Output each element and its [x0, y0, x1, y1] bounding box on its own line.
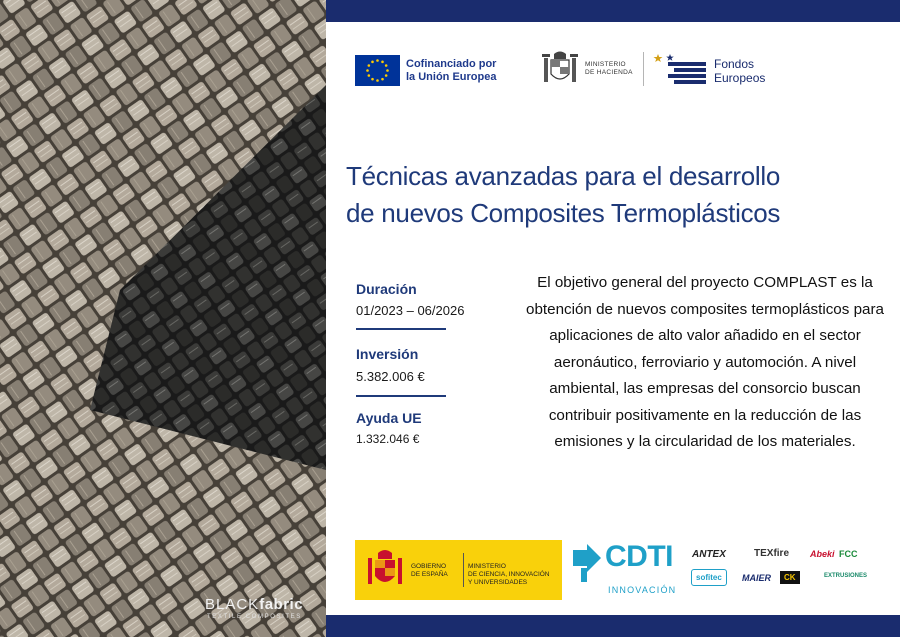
partner-logo-fcc: FCC: [839, 549, 858, 559]
blackfabric-logo: BLACKfabric: [205, 596, 304, 613]
fact-label-ayuda-ue: Ayuda UE: [356, 410, 422, 426]
fact-value-duracion: 01/2023 – 06/2026: [356, 303, 465, 318]
fondos-europeos-label: Fondos Europeos: [714, 57, 766, 85]
ministerio-hacienda-label: MINISTERIO DE HACIENDA: [585, 61, 633, 76]
partner-logo-extrusiones: EXTRUSIONES: [824, 573, 868, 579]
fact-divider: [356, 395, 446, 397]
cdti-arrow-icon: [571, 540, 603, 589]
ministerio-ciencia-label: MINISTERIO DE CIENCIA, INNOVACIÓN Y UNIVERSIDADES: [468, 563, 550, 586]
fondos-europeos-icon: [652, 52, 708, 91]
partner-logo-abeki: Abeki: [810, 549, 835, 559]
partner-logo-antex: ANTEX: [692, 549, 726, 560]
fact-value-ayuda-ue: 1.332.046 €: [356, 432, 420, 446]
spain-shield-icon: [365, 548, 405, 597]
top-bar: [326, 0, 900, 22]
partner-logo-ck: CK: [780, 571, 800, 584]
eu-cofinance-label: Cofinanciado por la Unión Europea: [406, 58, 497, 83]
partner-logo-maier: MAIER: [742, 573, 771, 583]
fact-label-duracion: Duración: [356, 281, 417, 297]
cdti-logo-text: CDTI: [605, 540, 673, 573]
partner-logo-sofitec: sofitec: [691, 569, 727, 586]
fact-value-inversion: 5.382.006 €: [356, 369, 425, 384]
gobierno-espana-label: GOBIERNO DE ESPAÑA: [411, 563, 448, 578]
header-divider: [643, 52, 644, 86]
fabric-weave-pattern: [0, 0, 326, 637]
project-description: El objetivo general del proyecto COMPLAST es la obtención de nuevos composites termoplásticos para aplicaciones de alto valor añadido en el sector aeronáutico, ferroviario y automoción. A nivel ambiental, las empresas del consorcio buscan contribuir positivamente en la reducción de las emisiones y la circularidad de los materiales.: [526, 274, 884, 450]
spain-crest-icon: [540, 50, 580, 93]
fact-label-inversion: Inversión: [356, 346, 419, 362]
eu-flag-icon: [355, 55, 400, 86]
project-title: Técnicas avanzadas para el desarrollo de nuevos Composites Termoplásticos: [346, 161, 781, 228]
blackfabric-tagline: TEXTILE COMPOSITES: [207, 614, 302, 620]
gobierno-divider: [463, 553, 464, 587]
cdti-innovacion-label: INNOVACIÓN: [608, 585, 677, 595]
bottom-bar: [326, 615, 900, 637]
fact-divider: [356, 328, 446, 330]
partner-logo-texfire: TEXfire: [754, 548, 790, 559]
woven-fabric-photo: [0, 0, 326, 637]
